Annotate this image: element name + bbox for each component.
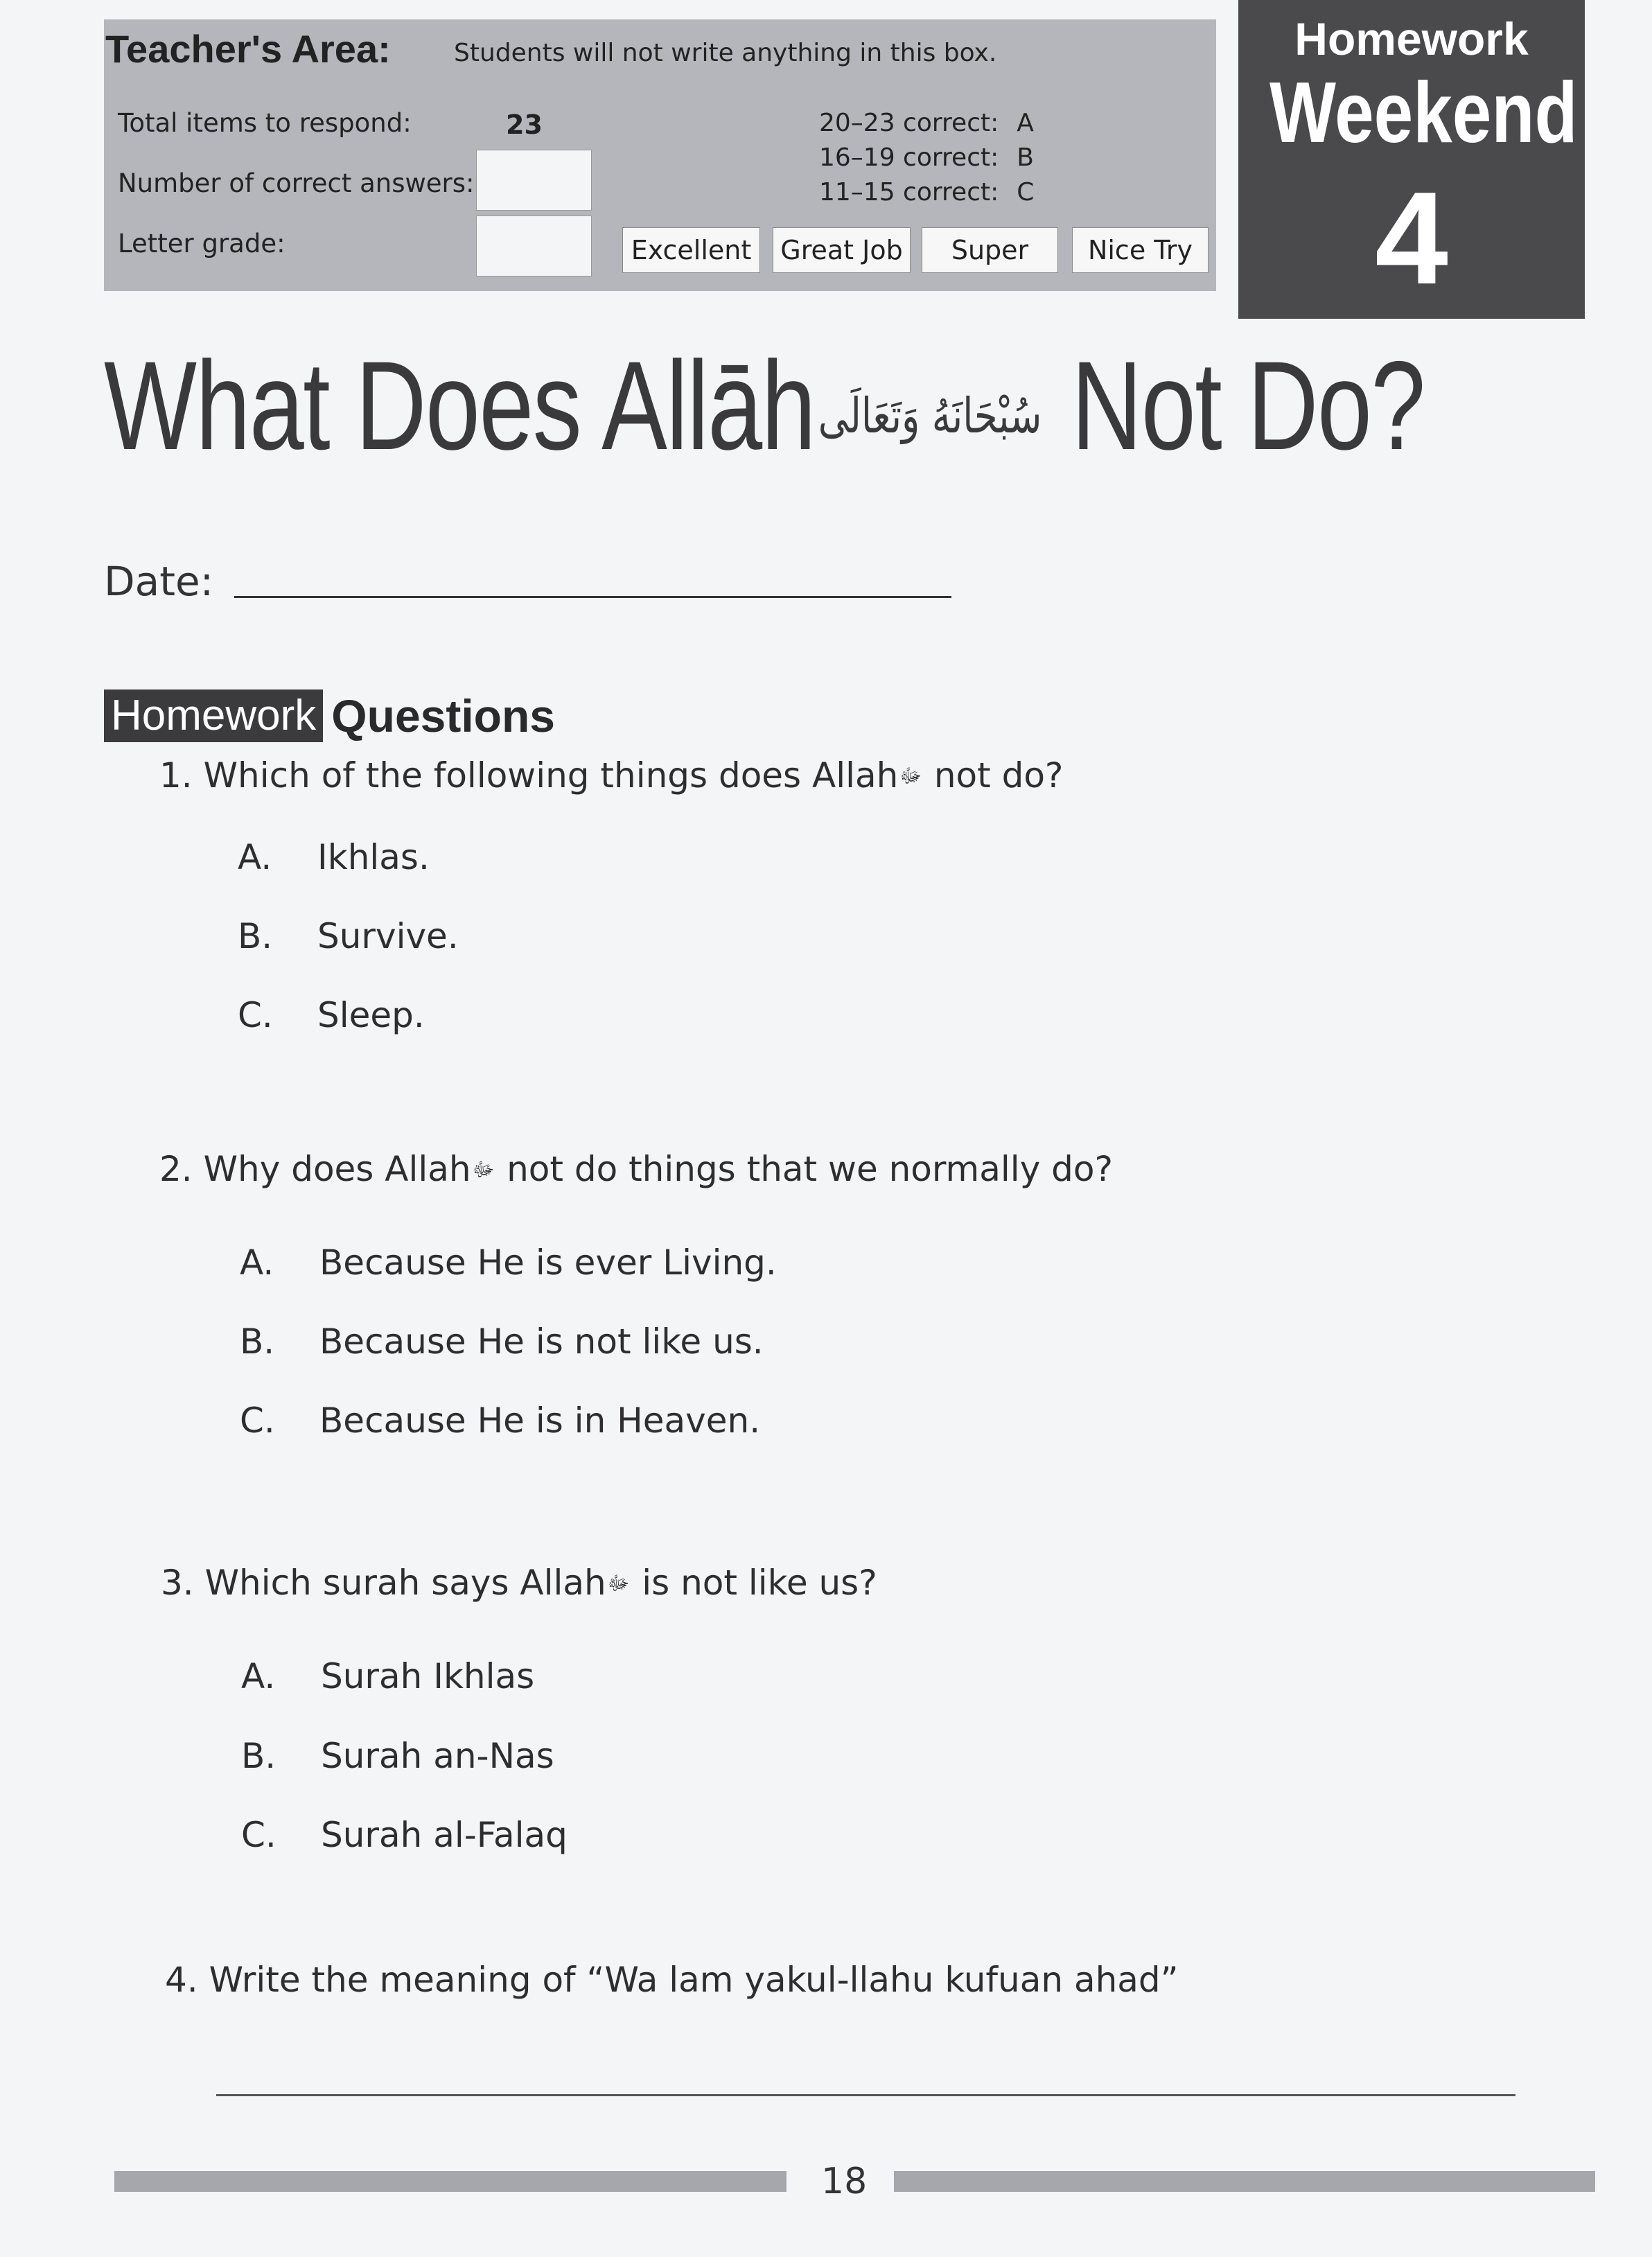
grade-scale-row: 20–23 correct: A bbox=[819, 109, 1034, 137]
page-number: 18 bbox=[821, 2161, 868, 2202]
correct-answers-field[interactable] bbox=[476, 150, 592, 211]
letter-grade-field[interactable] bbox=[476, 216, 592, 276]
section-tag: Homework bbox=[104, 690, 323, 742]
grade-scale-row: 11–15 correct: C bbox=[819, 178, 1035, 207]
super-button[interactable]: Super bbox=[922, 227, 1058, 273]
letter-grade-label: Letter grade: bbox=[118, 229, 285, 258]
date-label: Date: bbox=[104, 558, 214, 605]
great-job-button[interactable]: Great Job bbox=[773, 227, 911, 273]
nice-try-button[interactable]: Nice Try bbox=[1072, 227, 1209, 273]
badge-weekend: Weekend bbox=[1269, 65, 1578, 161]
date-input-line[interactable] bbox=[234, 596, 951, 598]
section-word: Questions bbox=[331, 690, 556, 741]
correct-answers-label: Number of correct answers: bbox=[118, 168, 475, 198]
option[interactable]: B. Because He is not like us. bbox=[240, 1321, 764, 1362]
total-items-label: Total items to respond: bbox=[118, 108, 412, 138]
badge-homework: Homework bbox=[1294, 13, 1529, 64]
answer-input-line[interactable] bbox=[216, 2094, 1515, 2096]
honorific-icon: سُبْحَانَهُ وَتَعَالَى bbox=[818, 387, 1042, 444]
question-3: 3. Which surah says Allahﷻ is not like us? bbox=[161, 1563, 877, 1603]
teachers-area bbox=[104, 19, 1216, 291]
question-1: 1. Which of the following things does Allahﷻ not do? bbox=[159, 755, 1064, 796]
option[interactable]: C. Surah al-Falaq bbox=[241, 1815, 568, 1855]
honorific-icon: ﷻ bbox=[607, 1571, 630, 1595]
teachers-area-note: Students will not write anything in this box. bbox=[454, 39, 997, 67]
option[interactable]: A. Ikhlas. bbox=[238, 837, 430, 877]
homework-weekend-badge bbox=[1238, 0, 1585, 319]
excellent-button[interactable]: Excellent bbox=[622, 227, 760, 273]
question-4: 4. Write the meaning of “Wa lam yakul-llahu kufuan ahad” bbox=[165, 1960, 1179, 2000]
option[interactable]: B. Survive. bbox=[238, 916, 459, 956]
option[interactable]: C. Because He is in Heaven. bbox=[240, 1400, 761, 1441]
question-2: 2. Why does Allahﷻ not do things that we normally do? bbox=[159, 1149, 1114, 1189]
badge-number: 4 bbox=[1375, 165, 1448, 312]
option[interactable]: B. Surah an-Nas bbox=[241, 1736, 554, 1776]
grade-scale bbox=[819, 106, 1034, 210]
option[interactable]: A. Because He is ever Living. bbox=[240, 1242, 777, 1283]
page-title: What Does Allāhسُبْحَانَهُ وَتَعَالَى Not Do? bbox=[104, 335, 1425, 476]
section-heading bbox=[104, 690, 555, 742]
footer-bar-right bbox=[894, 2171, 1595, 2192]
honorific-icon: ﷻ bbox=[472, 1157, 495, 1181]
total-items-value: 23 bbox=[506, 109, 543, 140]
option[interactable]: C. Sleep. bbox=[238, 995, 425, 1035]
honorific-icon: ﷻ bbox=[899, 764, 922, 787]
teachers-area-title: Teacher's Area: bbox=[105, 27, 391, 71]
option[interactable]: A. Surah Ikhlas bbox=[241, 1656, 535, 1696]
footer-bar-left bbox=[114, 2171, 787, 2192]
grade-scale-row: 16–19 correct: B bbox=[819, 143, 1034, 172]
